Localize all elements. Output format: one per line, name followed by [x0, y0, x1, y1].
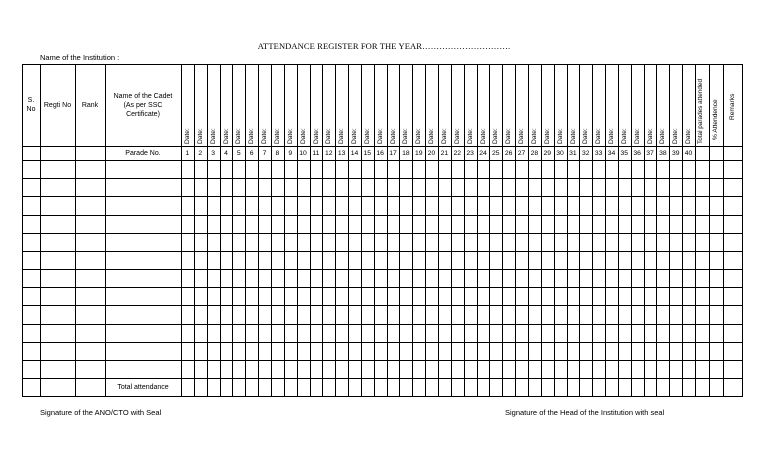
parade-number: 5 [236, 149, 241, 157]
parade-number: 6 [249, 149, 254, 157]
row-line [22, 305, 743, 306]
column-line [387, 64, 388, 397]
parade-number: 36 [633, 149, 641, 157]
column-line [695, 64, 696, 397]
parade-number: 18 [402, 149, 410, 157]
row-line [22, 287, 743, 288]
date-header: Date: [415, 128, 423, 144]
column-line [682, 64, 683, 397]
row-line [22, 269, 743, 270]
date-header: Date: [530, 128, 538, 144]
row-line [22, 160, 743, 161]
parade-number: 23 [466, 149, 474, 157]
column-line [723, 64, 724, 397]
date-header: Date: [273, 128, 281, 144]
row-line [22, 233, 743, 234]
parade-number: 21 [440, 149, 449, 157]
date-header: Date: [453, 128, 461, 144]
column-line [284, 64, 285, 397]
column-line [742, 64, 743, 397]
cadet-name-header: Name of the Cadet (As per SSC Certificate) [113, 92, 173, 118]
column-line [656, 64, 657, 397]
column-line [438, 64, 439, 397]
parade-number: 2 [198, 149, 203, 157]
column-line [232, 64, 233, 397]
rank-header: Rank [81, 101, 99, 109]
column-line [245, 64, 246, 397]
ano-signature-label: Signature of the ANO/CTO with Seal [40, 408, 162, 417]
column-line [605, 64, 606, 397]
parade-number: 9 [288, 149, 293, 157]
column-line [592, 64, 593, 397]
parade-number: 33 [594, 149, 603, 157]
column-line [515, 64, 516, 397]
head-signature-label: Signature of the Head of the Institution with seal [505, 408, 665, 417]
row-line [22, 178, 743, 179]
column-line [528, 64, 529, 397]
column-line [489, 64, 490, 397]
row-line [22, 360, 743, 361]
date-header: Date: [582, 128, 590, 144]
date-header: Date: [376, 128, 384, 144]
date-header: Date: [402, 128, 410, 144]
date-header: Date: [235, 128, 243, 144]
parade-number: 15 [363, 149, 372, 157]
parade-number: 25 [492, 149, 500, 157]
date-header: Date: [518, 128, 526, 144]
parade-number: 31 [569, 149, 577, 157]
column-line [618, 64, 619, 397]
sno-header: S. No [26, 97, 36, 113]
column-line [207, 64, 208, 397]
date-header: Date: [479, 128, 487, 144]
column-line [451, 64, 452, 397]
date-header: Date: [428, 128, 436, 144]
date-header: Date: [363, 128, 371, 144]
date-header: Date: [646, 128, 654, 144]
row-line [22, 324, 743, 325]
date-header: Date: [325, 128, 333, 144]
date-header: Date: [672, 128, 680, 144]
date-header: Date: [633, 128, 641, 144]
date-header: Date: [441, 128, 448, 144]
parade-number: 17 [389, 149, 397, 157]
date-header: Date: [556, 128, 564, 144]
parade-number: 7 [262, 149, 267, 157]
date-header: Date: [338, 128, 346, 144]
date-header: Date: [389, 128, 397, 144]
date-header: Date: [543, 128, 551, 144]
column-line [322, 64, 323, 397]
column-line [412, 64, 413, 397]
column-line [271, 64, 272, 397]
parade-number: 8 [275, 149, 280, 157]
date-header: Date: [569, 128, 577, 144]
parade-number: 30 [556, 149, 564, 157]
column-line [477, 64, 478, 397]
column-line [567, 64, 568, 397]
row-line [22, 215, 743, 216]
date-header: Date: [505, 128, 513, 144]
date-header: Date: [261, 128, 269, 144]
date-header: Date: [209, 128, 217, 144]
remarks-header: Remarks [729, 93, 736, 120]
date-header: Date: [466, 128, 474, 144]
column-line [644, 64, 645, 397]
date-header: Date: [248, 128, 256, 144]
parade-number: 35 [620, 149, 629, 157]
column-line [348, 64, 349, 397]
parade-number: 14 [350, 149, 359, 157]
column-line [258, 64, 259, 397]
parade-number: 3 [211, 149, 215, 157]
row-line [22, 196, 743, 197]
row-line [22, 342, 743, 343]
column-line [194, 64, 195, 397]
date-header: Date: [659, 128, 667, 144]
column-line [220, 64, 221, 397]
total-attendance-label: Total attendance [117, 383, 169, 391]
parade-number: 16 [376, 149, 384, 157]
row-line [22, 396, 743, 397]
column-line [425, 64, 426, 397]
parade-number: 37 [646, 149, 654, 157]
date-header: Date: [685, 128, 693, 144]
parade-number: 34 [607, 149, 616, 157]
date-header: Date: [620, 128, 628, 144]
date-header: Date: [286, 128, 294, 144]
date-header: Date: [196, 128, 204, 144]
column-line [297, 64, 298, 397]
column-line [631, 64, 632, 397]
regti-no-header: Regti No [43, 101, 72, 109]
date-header: Date: [595, 128, 603, 144]
parade-number: 19 [414, 149, 423, 157]
column-line [181, 64, 182, 397]
date-header: Date: [312, 128, 320, 144]
parade-number: 22 [453, 149, 462, 157]
parade-number: 10 [299, 149, 307, 157]
parade-number: 28 [530, 149, 539, 157]
parade-number: 32 [581, 149, 590, 157]
parade-number: 26 [504, 149, 513, 157]
date-header: Date: [222, 128, 230, 144]
parade-number: 20 [427, 149, 436, 157]
register-title: ATTENDANCE REGISTER FOR THE YEAR…………………………. [257, 41, 511, 51]
column-line [502, 64, 503, 397]
total-parades-header: Total parades attended [697, 78, 704, 144]
institution-name-label: Name of the Institution : [40, 53, 120, 62]
date-header: Date: [608, 128, 616, 144]
column-line [541, 64, 542, 397]
date-header: Date: [492, 128, 500, 144]
parade-number: 38 [659, 149, 667, 157]
column-line [579, 64, 580, 397]
column-line [554, 64, 555, 397]
column-line [361, 64, 362, 397]
column-line [399, 64, 400, 397]
parade-number: 29 [543, 149, 551, 157]
parade-number: 13 [337, 149, 346, 157]
parade-number: 1 [185, 149, 190, 157]
row-line [22, 251, 743, 252]
date-header: Date: [299, 128, 307, 144]
date-header: Date: [351, 128, 359, 144]
parade-number: 40 [684, 149, 693, 157]
date-header: Date: [184, 128, 191, 144]
column-line [464, 64, 465, 397]
parade-no-label: Parade No. [125, 149, 161, 157]
column-line [709, 64, 710, 397]
parade-number: 11 [312, 149, 320, 157]
parade-number: 4 [224, 149, 228, 157]
column-line [335, 64, 336, 397]
parade-number: 39 [671, 149, 680, 157]
column-line [374, 64, 375, 397]
parade-number: 24 [479, 149, 487, 157]
column-line [310, 64, 311, 397]
column-line [669, 64, 670, 397]
parade-number: 27 [517, 149, 526, 157]
percent-attendance-header: % Attendence [712, 99, 719, 140]
parade-number: 12 [324, 149, 333, 157]
